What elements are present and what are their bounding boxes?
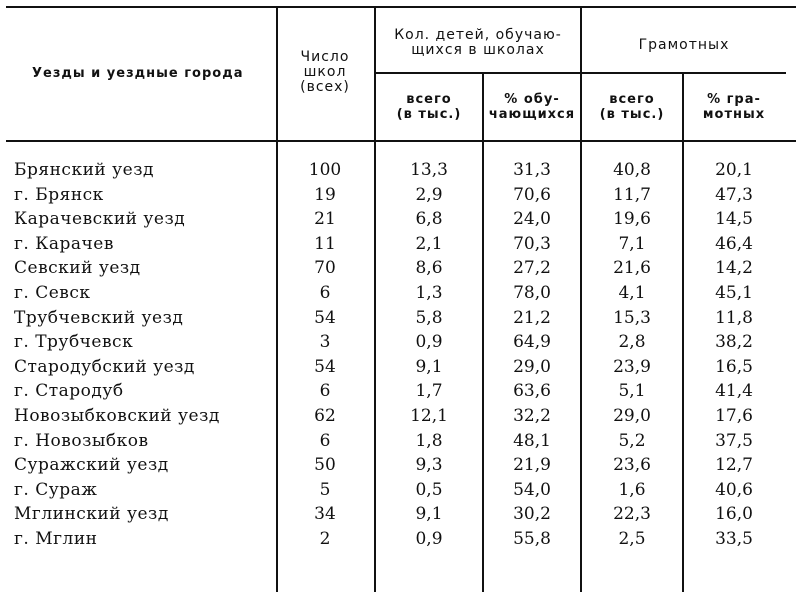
row-literate-total: 7,1 <box>618 233 646 254</box>
header-children-pct-line: чающихся <box>488 107 576 122</box>
row-children-total: 1,7 <box>415 381 443 402</box>
row-children-pct: 21,9 <box>513 455 551 476</box>
row-schools: 6 <box>319 381 331 402</box>
row-literate-pct: 17,6 <box>715 406 753 426</box>
table-row <box>0 330 800 354</box>
table-row <box>0 207 800 231</box>
row-literate-total: 2,5 <box>618 529 646 549</box>
row-children-total: 0,9 <box>415 332 443 353</box>
header-children-group-line: щихся в школах <box>411 42 545 58</box>
row-children-total: 2,1 <box>415 233 443 254</box>
row-literate-pct: 45,1 <box>715 283 753 303</box>
table-row <box>0 379 800 403</box>
row-schools: 5 <box>319 479 331 500</box>
row-literate-pct: 12,7 <box>715 455 753 476</box>
row-schools: 6 <box>319 283 331 303</box>
header-literate-total <box>582 92 682 122</box>
table-row <box>0 527 800 551</box>
row-literate-pct: 20,1 <box>715 160 753 180</box>
row-literate-pct: 16,5 <box>715 356 753 377</box>
row-schools: 54 <box>314 307 336 328</box>
header-schools <box>276 50 374 95</box>
row-name: Брянский уезд <box>14 160 154 180</box>
row-literate-total: 2,8 <box>618 332 646 353</box>
row-literate-pct: 14,2 <box>715 258 753 279</box>
row-literate-pct: 11,8 <box>715 307 753 328</box>
row-name: г. Сураж <box>14 479 98 500</box>
row-name: г. Мглин <box>14 529 98 549</box>
row-literate-pct: 38,2 <box>715 332 753 353</box>
row-literate-pct: 37,5 <box>715 430 753 451</box>
row-literate-pct: 47,3 <box>715 184 753 205</box>
row-children-pct: 48,1 <box>513 430 551 451</box>
row-name: г. Трубчевск <box>14 332 134 353</box>
row-literate-total: 23,9 <box>613 356 651 377</box>
row-children-pct: 64,9 <box>513 332 551 353</box>
header-literate-group <box>582 38 786 53</box>
row-schools: 34 <box>314 504 336 525</box>
row-children-total: 9,1 <box>415 356 443 377</box>
row-schools: 21 <box>314 209 336 230</box>
row-children-pct: 55,8 <box>513 529 551 549</box>
header-children-total-line: (в тыс.) <box>396 107 462 122</box>
header-region <box>32 66 272 81</box>
row-schools: 50 <box>314 455 336 476</box>
row-literate-total: 11,7 <box>613 184 651 205</box>
row-children-total: 1,3 <box>415 283 443 303</box>
header-children-pct <box>484 92 580 122</box>
row-literate-pct: 16,0 <box>715 504 753 525</box>
row-children-pct: 63,6 <box>513 381 551 402</box>
row-children-total: 0,9 <box>415 529 443 549</box>
table-row <box>0 306 800 330</box>
table-row <box>0 502 800 526</box>
table-row <box>0 429 800 453</box>
row-name: Новозыбковский уезд <box>14 406 220 426</box>
row-children-total: 9,3 <box>415 455 443 476</box>
row-schools: 6 <box>319 430 331 451</box>
row-literate-pct: 14,5 <box>715 209 753 230</box>
row-schools: 62 <box>314 406 336 426</box>
row-children-total: 13,3 <box>410 160 448 180</box>
row-children-pct: 30,2 <box>513 504 551 525</box>
row-children-pct: 32,2 <box>513 406 551 426</box>
table-row <box>0 355 800 379</box>
row-children-total: 0,5 <box>415 479 443 500</box>
row-literate-total: 15,3 <box>613 307 651 328</box>
row-schools: 70 <box>314 258 336 279</box>
row-literate-total: 40,8 <box>613 160 651 180</box>
row-children-pct: 29,0 <box>513 356 551 377</box>
row-schools: 2 <box>319 529 331 549</box>
row-literate-total: 5,2 <box>618 430 646 451</box>
row-literate-total: 23,6 <box>613 455 651 476</box>
header-children-total <box>376 92 482 122</box>
table-row <box>0 158 800 182</box>
row-children-total: 5,8 <box>415 307 443 328</box>
table-top-rule <box>6 6 796 8</box>
table-row <box>0 232 800 256</box>
header-literate-pct-line: % гра- <box>707 92 761 107</box>
header-children-group-line: Кол. детей, обучаю- <box>394 27 562 43</box>
row-schools: 19 <box>314 184 336 205</box>
header-children-pct-line: % обу- <box>504 92 560 107</box>
header-schools-line: школ <box>303 64 347 80</box>
row-name: Суражский уезд <box>14 455 169 476</box>
header-literate-pct-line: мотных <box>702 107 766 122</box>
row-schools: 54 <box>314 356 336 377</box>
row-name: г. Стародуб <box>14 381 124 402</box>
table-header-rule <box>6 140 796 142</box>
row-children-total: 12,1 <box>410 406 448 426</box>
row-literate-pct: 46,4 <box>715 233 753 254</box>
header-schools-line: Число <box>300 49 350 65</box>
row-literate-pct: 40,6 <box>715 479 753 500</box>
row-schools: 100 <box>308 160 342 180</box>
table-row <box>0 478 800 502</box>
row-children-pct: 24,0 <box>513 209 551 230</box>
literate-group-rule <box>582 72 786 74</box>
header-region-label: Уезды и уездные города <box>32 66 244 81</box>
row-children-pct: 78,0 <box>513 283 551 303</box>
row-literate-total: 5,1 <box>618 381 646 402</box>
header-literate-pct <box>684 92 784 122</box>
row-schools: 11 <box>314 233 336 254</box>
row-literate-total: 1,6 <box>618 479 646 500</box>
row-name: г. Карачев <box>14 233 114 254</box>
header-schools-line: (всех) <box>300 79 350 95</box>
row-name: Мглинский уезд <box>14 504 169 525</box>
row-children-total: 9,1 <box>415 504 443 525</box>
row-name: Севский уезд <box>14 258 141 279</box>
row-children-total: 8,6 <box>415 258 443 279</box>
row-name: г. Брянск <box>14 184 104 205</box>
header-literate-total-line: (в тыс.) <box>599 107 665 122</box>
row-literate-total: 4,1 <box>618 283 646 303</box>
row-name: г. Новозыбков <box>14 430 149 451</box>
header-children-group <box>376 28 580 58</box>
table-row <box>0 256 800 280</box>
row-children-pct: 31,3 <box>513 160 551 180</box>
row-literate-total: 29,0 <box>613 406 651 426</box>
header-literate-total-line: всего <box>609 92 655 107</box>
row-name: Стародубский уезд <box>14 356 195 377</box>
header-literate-group-label: Грамотных <box>638 37 730 53</box>
row-name: Трубчевский уезд <box>14 307 184 328</box>
row-name: Карачевский уезд <box>14 209 186 230</box>
table-row <box>0 404 800 428</box>
row-children-pct: 21,2 <box>513 307 551 328</box>
table-row <box>0 281 800 305</box>
row-children-total: 1,8 <box>415 430 443 451</box>
row-children-pct: 70,6 <box>513 184 551 205</box>
row-literate-pct: 41,4 <box>715 381 753 402</box>
row-literate-total: 21,6 <box>613 258 651 279</box>
children-group-rule <box>376 72 580 74</box>
table-row <box>0 183 800 207</box>
row-children-total: 6,8 <box>415 209 443 230</box>
row-children-pct: 54,0 <box>513 479 551 500</box>
row-children-total: 2,9 <box>415 184 443 205</box>
table-row <box>0 453 800 477</box>
row-literate-total: 19,6 <box>613 209 651 230</box>
row-literate-pct: 33,5 <box>715 529 753 549</box>
row-name: г. Севск <box>14 283 91 303</box>
row-children-pct: 27,2 <box>513 258 551 279</box>
row-literate-total: 22,3 <box>613 504 651 525</box>
row-children-pct: 70,3 <box>513 233 551 254</box>
row-schools: 3 <box>319 332 331 353</box>
header-children-total-line: всего <box>406 92 452 107</box>
